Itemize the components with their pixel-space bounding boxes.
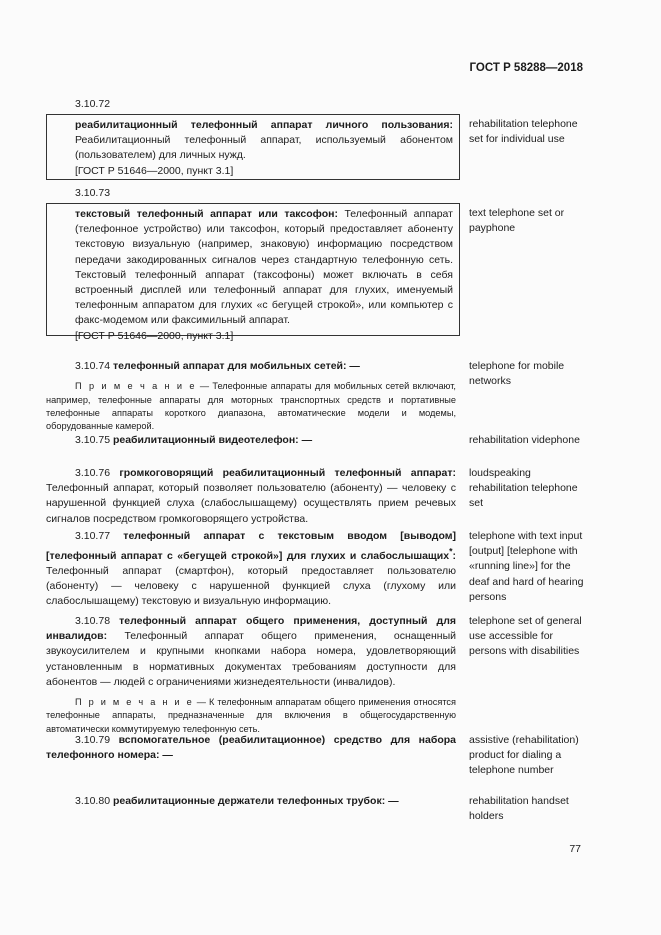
entry-number: 3.10.74 [75,360,111,372]
entry-number: 3.10.78 [75,615,111,627]
note-label: П р и м е ч а н и е [75,697,194,708]
entry [46,733,456,763]
english-term: loudspeaking rehabilitation telephone set [469,467,578,510]
definition-text [75,207,453,329]
definition: Телефонный аппарат общего применения, оснащенный звукоусилителем и крупными кнопками набора номера, удовлетворяющий установленным в нормативных документах требованиям доступности для абонентов — людей с ограничениями жизнедеятельности (инвалидов). [46,630,456,688]
english-term: assistive (rehabilitation) product for dialing a telephone number [469,734,579,777]
english-term: telephone for mobile networks [469,360,565,388]
entry-number: 3.10.75 [75,434,111,446]
term: реабилитационные держатели телефонных трубок: — [112,795,399,807]
definition-text [75,118,453,164]
term: громкоговорящий реабилитационный телефонный аппарат: [119,467,456,479]
term: телефонный аппарат общего применения, доступный для инвалидов: [46,615,457,643]
note-text: — К телефонным аппаратам общего применения относятся телефонные аппараты, предназначенные для включения в общегосударственную автоматически коммутируемую телефонную сеть. [46,697,456,734]
term: реабилитационный телефонный аппарат личного пользования: [75,119,453,131]
english-term: rehabilitation telephone set for individual use [469,118,578,146]
note-text: — Телефонные аппараты для мобильных сетей включают, например, телефонные аппараты для моторных транспортных средств и портативные телефонные аппараты короткого диапазона, автоматические модели и модемы, оборудованные камерой. [46,381,456,432]
entry [46,466,456,527]
term: реабилитационный видеотелефон: — [112,434,313,446]
entry [46,529,456,610]
entry-number: 3.10.76 [75,467,111,479]
definition: Телефонный аппарат (телефонное устройство) или таксофон, который предоставляет абоненту текстовую визуальную (например, знаковую) информацию посредством передачи закодированных сигналов через стандартную телефонную сеть. Текстовый телефонный аппарат (таксофоны) может включать в себя встроенный дисплей или телефонный аппарат для глухих, именуемый телефонным аппаратом для глухих «с бегущей строкой», или компьютер с факс-модемом или факсимильный аппарат. [75,208,453,327]
entry-number: 3.10.79 [75,734,111,746]
definition-box [46,203,460,342]
english-term: text telephone set or payphone [469,207,565,235]
note [46,380,456,434]
definition: Телефонный аппарат (смартфон), который предоставляет пользователю (абоненту) — человеку с нарушенной функцией слуха (глухому или слабослышащему) текстовую и визуальную информацию. [46,564,456,608]
definition: Телефонный аппарат, который позволяет пользователю (абоненту) — человеку с нарушенной функцией слуха (слабослышащему) осуществлять прием речевых сигналов посредством громкоговорящего устройства. [46,482,456,525]
source-reference: [ГОСТ Р 51646—2000, пункт 3.1] [75,164,234,177]
entry [46,433,456,448]
entry-number: 3.10.77 [75,530,111,542]
entry [46,359,456,434]
standard-header: ГОСТ Р 58288—2018 [469,62,583,74]
english-term: telephone set of general use accessible for persons with disabilities [469,615,582,658]
page-number: 77 [569,843,581,855]
entry-number: 3.10.80 [75,795,111,807]
term: текстовый телефонный аппарат или таксофон: [75,208,338,220]
entry [46,614,456,736]
entry-number: 3.10.72 [75,98,111,110]
definition-box [46,114,460,180]
term: телефонный аппарат с текстовым вводом [выводом] [телефонный аппарат с «бегущей строкой»] для глухих и слабослышащих*: [46,530,457,562]
entry-number: 3.10.73 [75,187,111,199]
term: вспомогательное (реабилитационное) средство для набора телефонного номера: — [46,734,456,762]
english-term: rehabilitation videphone [469,434,580,446]
english-term: telephone with text input [output] [telephone with «running line»] for the deaf and hard of hearing persons [469,530,584,603]
entry [46,794,456,809]
footnote-mark: * [449,546,453,557]
note-label: П р и м е ч а н и е [75,381,197,392]
term: телефонный аппарат для мобильных сетей: — [112,360,360,372]
definition: Реабилитационный телефонный аппарат, используемый абонентом (пользователем) для личных нужд. [75,134,453,162]
note [46,696,456,736]
source-reference: [ГОСТ Р 51646—2000, пункт 3.1] [75,329,234,342]
english-term: rehabilitation handset holders [469,795,569,823]
